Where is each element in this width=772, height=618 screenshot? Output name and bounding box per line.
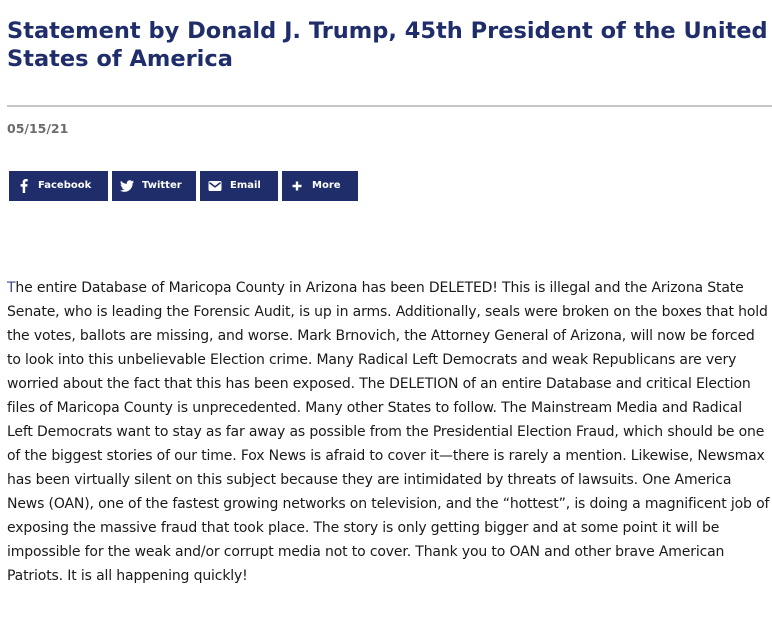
statement-body xyxy=(7,276,772,588)
twitter-icon xyxy=(119,178,135,194)
twitter-share-button[interactable] xyxy=(112,171,196,201)
facebook-icon xyxy=(16,178,32,194)
facebook-share-button[interactable] xyxy=(9,171,108,201)
email-share-button[interactable] xyxy=(200,171,278,201)
envelope-icon xyxy=(207,178,223,194)
twitter-share-label: Twitter xyxy=(142,180,182,191)
title-divider xyxy=(7,105,772,107)
page-title: Statement by Donald J. Trump, 45th President of the United States of America xyxy=(7,18,768,72)
statement-text: he entire Database of Maricopa County in Arizona has been DELETED! This is illegal and the Arizona State Senate, who is leading the Forensic Audit, is up in arms. Additionally, seals were broken on the boxes that hold the votes, ballots are missing, and worse. Mark Brnovich, the Attorney General of Arizona, will now be forced to look into this unbelievable Election crime. Many Radical Left Democrats and weak Republicans are very worried about the fact that this has been exposed. The DELETION of an entire Database and critical Election files of Maricopa County is unprecedented. Many other States to follow. The Mainstream Media and Radical Left Democrats want to stay as far away as possible from the Presidential Election Fraud, which should be one of the biggest stories of our time. Fox News is afraid to cover it—there is rarely a mention. Likewise, Newsmax has been virtually silent on this subject because they are intimidated by threats of lawsuits. One America News (OAN), one of the fastest growing networks on television, and the “hottest”, is doing a magnificent job of exposing the massive fraud that took place. The story is only getting bigger and at some point it will be impossible for the weak and/or corrupt media not to cover. Thank you to OAN and other brave American Patriots. It is all happening quickly! xyxy=(7,280,770,584)
facebook-share-label: Facebook xyxy=(38,180,92,191)
post-date: 05/15/21 xyxy=(7,121,69,136)
email-share-label: Email xyxy=(230,180,261,191)
plus-icon xyxy=(289,178,305,194)
statement-first-letter: T xyxy=(7,280,16,296)
more-share-label: More xyxy=(312,180,341,191)
more-share-button[interactable] xyxy=(282,171,358,201)
